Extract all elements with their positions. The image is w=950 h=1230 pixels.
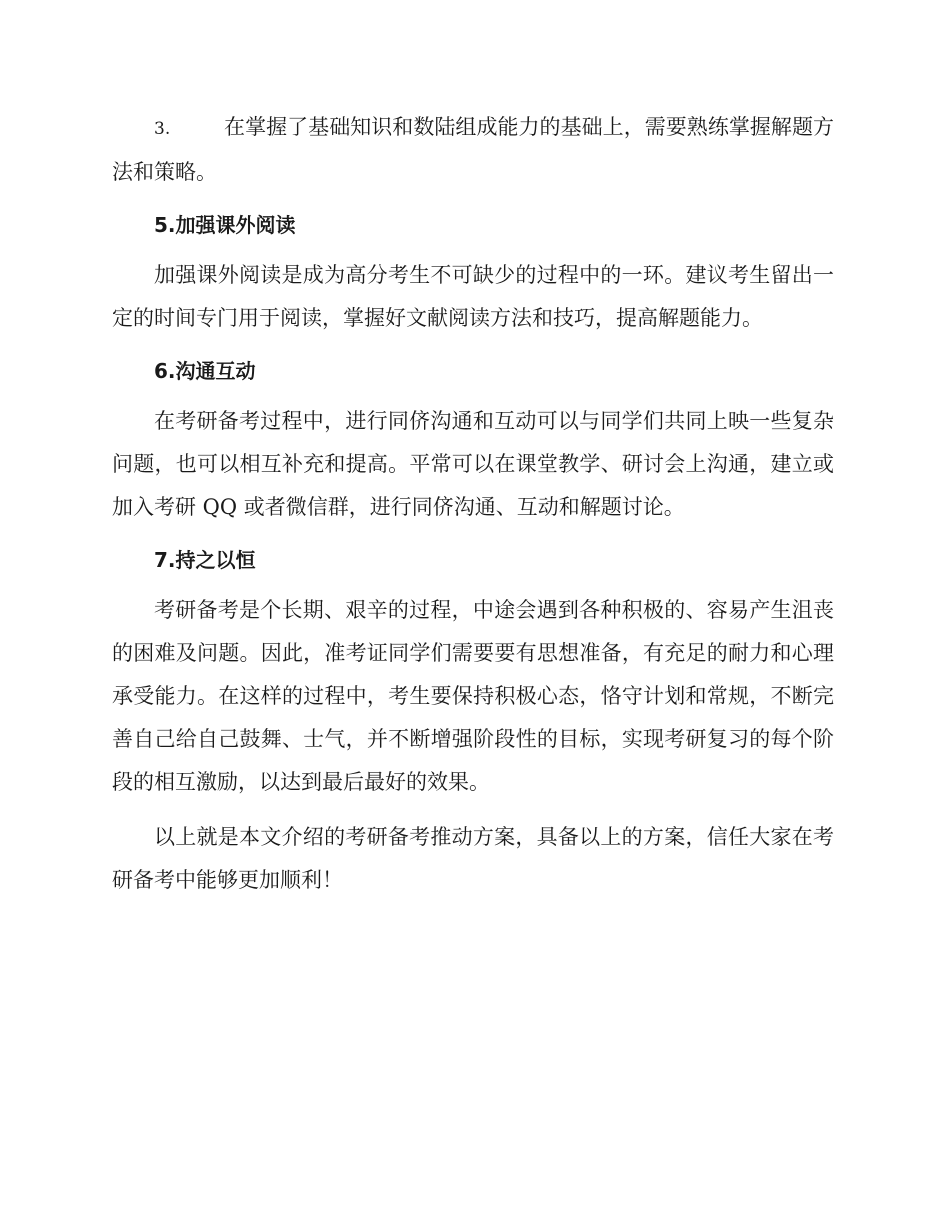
conclusion-paragraph: 以上就是本文介绍的考研备考推动方案，具备以上的方案，信任大家在考研备考中能够更加顺利！ <box>112 825 834 892</box>
section-heading-6: 6.沟通互动 <box>154 359 256 383</box>
section-7-paragraph: 考研备考是个长期、艰辛的过程，中途会遇到各种积极的、容易产生沮丧的困难及问题。因此，准考证同学们需要要有思想准备，有充足的耐力和心理承受能力。在这样的过程中，考生要保持积极心态，恪守计划和常规，不断完善自己给自己鼓舞、士气，并不断增强阶段性的目标，实现考研复习的每个阶段的相互激励，以达到最后最好的效果。 <box>112 598 834 794</box>
section-5-paragraph: 加强课外阅读是成为高分考生不可缺少的过程中的一环。建议考生留出一定的时间专门用于阅读，掌握好文献阅读方法和技巧，提高解题能力。 <box>112 263 834 330</box>
section-6-paragraph: 在考研备考过程中，进行同侪沟通和互动可以与同学们共同上映一些复杂问题，也可以相互补充和提高。平常可以在课堂教学、研讨会上沟通，建立或加入考研 QQ 或者微信群，进行同侪沟通、互动和解题讨论。 <box>112 409 834 519</box>
list-item-3 <box>112 106 834 194</box>
list-item-number: 3. <box>154 119 171 139</box>
section-heading-7: 7.持之以恒 <box>154 548 256 572</box>
list-item-text: 在掌握了基础知识和数陆组成能力的基础上，需要熟练掌握解题方法和策略。 <box>112 115 834 184</box>
document-page <box>112 106 834 902</box>
section-heading-5: 5.加强课外阅读 <box>154 213 296 237</box>
